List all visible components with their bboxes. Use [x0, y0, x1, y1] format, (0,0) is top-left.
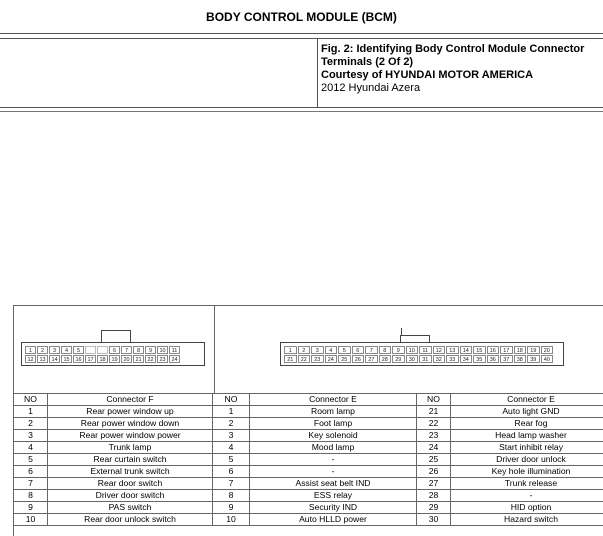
connector-e-function: Auto HLLD power	[250, 514, 417, 526]
header-connector-f: Connector F	[48, 394, 213, 406]
connector-e-pin: 11	[419, 346, 432, 354]
connector-f-pin: 23	[157, 355, 168, 363]
connector-f-pin: 19	[109, 355, 120, 363]
connector-f-diagram	[21, 342, 205, 366]
terminal-table	[13, 393, 603, 526]
table-row	[14, 490, 603, 502]
connector-e-pin: 32	[433, 355, 446, 363]
connector-f-pin: 3	[49, 346, 60, 354]
connector-e-function-2: Auto light GND	[451, 406, 603, 418]
table-row	[14, 502, 603, 514]
connector-f-row2	[25, 355, 181, 363]
connector-e-function-2: Trunk release	[451, 478, 603, 490]
terminal-no-e1: 5	[213, 454, 250, 466]
terminal-no-e2: 21	[417, 406, 451, 418]
terminal-no-e2: 28	[417, 490, 451, 502]
connector-f-pin: 2	[37, 346, 48, 354]
connector-e-pin: 37	[500, 355, 513, 363]
header-no-f: NO	[14, 394, 48, 406]
connector-e-pin: 4	[325, 346, 338, 354]
caption-courtesy: Courtesy of HYUNDAI MOTOR AMERICA	[321, 69, 603, 82]
connector-e-pin: 13	[446, 346, 459, 354]
connector-f-pin: 13	[37, 355, 48, 363]
terminal-no-e2: 26	[417, 466, 451, 478]
connector-e-pin: 9	[392, 346, 405, 354]
connector-f-pin: 1	[25, 346, 36, 354]
terminal-no-e2: 29	[417, 502, 451, 514]
connector-f-pin: 12	[25, 355, 36, 363]
terminal-no-e1: 10	[213, 514, 250, 526]
table-row	[14, 466, 603, 478]
caption-title-line2: Terminals (2 Of 2)	[321, 56, 603, 69]
connector-f-pin: 7	[121, 346, 132, 354]
connector-e-function-2: -	[451, 490, 603, 502]
terminal-no-e2: 24	[417, 442, 451, 454]
connector-f-pin: 9	[145, 346, 156, 354]
connector-f-function: Trunk lamp	[48, 442, 213, 454]
connector-f-row1	[25, 346, 181, 354]
terminal-no-e1: 3	[213, 430, 250, 442]
connector-e-key	[400, 335, 430, 343]
connector-e-function-2: Rear fog	[451, 418, 603, 430]
connector-f-pin: 6	[109, 346, 120, 354]
terminal-table-body	[14, 406, 603, 526]
connector-e-pin: 1	[284, 346, 297, 354]
connector-e-pin: 2	[298, 346, 311, 354]
connector-f-key	[101, 330, 131, 343]
connector-e-function: Mood lamp	[250, 442, 417, 454]
connector-e-pin: 22	[298, 355, 311, 363]
terminal-no-f: 9	[14, 502, 48, 514]
connector-e-pin: 34	[460, 355, 473, 363]
connector-f-pin: 22	[145, 355, 156, 363]
connector-e-function-2: Start inhibit relay	[451, 442, 603, 454]
connector-e-function-2: HID option	[451, 502, 603, 514]
connector-e-function: Key solenoid	[250, 430, 417, 442]
connector-f-function: Rear power window power	[48, 430, 213, 442]
connector-e-pin: 12	[433, 346, 446, 354]
connector-f-pin: 18	[97, 355, 108, 363]
connector-f-pin: 21	[133, 355, 144, 363]
connector-e-function: Foot lamp	[250, 418, 417, 430]
connector-f-pin: 10	[157, 346, 168, 354]
connector-e-pin: 19	[527, 346, 540, 354]
table-row	[14, 454, 603, 466]
terminal-no-f: 5	[14, 454, 48, 466]
terminal-no-f: 3	[14, 430, 48, 442]
caption-vehicle: 2012 Hyundai Azera	[321, 82, 603, 95]
table-row	[14, 514, 603, 526]
connector-f-function: Rear power window down	[48, 418, 213, 430]
caption-divider	[317, 39, 318, 107]
figure-caption-box	[0, 38, 603, 108]
connector-e-function-2: Key hole illumination	[451, 466, 603, 478]
connector-e-pin: 10	[406, 346, 419, 354]
table-row	[14, 478, 603, 490]
connector-e-pin: 28	[379, 355, 392, 363]
terminal-no-e1: 7	[213, 478, 250, 490]
connector-e-function: -	[250, 454, 417, 466]
connector-e-pin: 36	[487, 355, 500, 363]
connector-e-function-2: Hazard switch	[451, 514, 603, 526]
header-no-e1: NO	[213, 394, 250, 406]
connector-e-pin: 6	[352, 346, 365, 354]
connector-e-row2	[284, 355, 554, 363]
connector-e-pin: 15	[473, 346, 486, 354]
connector-e-pin: 35	[473, 355, 486, 363]
terminal-no-e1: 8	[213, 490, 250, 502]
connector-f-pin: 14	[49, 355, 60, 363]
connector-e-pin: 21	[284, 355, 297, 363]
terminal-table-header	[14, 394, 603, 406]
page-header-title: BODY CONTROL MODULE (BCM)	[0, 0, 603, 34]
connector-f-function: Driver door switch	[48, 490, 213, 502]
connector-e-pin: 20	[541, 346, 554, 354]
header-connector-e1: Connector E	[250, 394, 417, 406]
header-connector-e2: Connector E	[451, 394, 603, 406]
connector-e-pin: 27	[365, 355, 378, 363]
terminal-no-e2: 30	[417, 514, 451, 526]
section-divider	[0, 111, 603, 112]
connector-f-pin: 4	[61, 346, 72, 354]
caption-title-line1: Fig. 2: Identifying Body Control Module Connector	[321, 43, 603, 56]
connector-e-pin: 24	[325, 355, 338, 363]
connector-e-pin: 40	[541, 355, 554, 363]
connector-e-function: Room lamp	[250, 406, 417, 418]
connector-f-function: Rear curtain switch	[48, 454, 213, 466]
terminal-no-e2: 23	[417, 430, 451, 442]
connector-f-function: Rear door switch	[48, 478, 213, 490]
connector-f-pin: 17	[85, 355, 96, 363]
connector-f-pin: 5	[73, 346, 84, 354]
connector-e-pin: 25	[338, 355, 351, 363]
terminal-no-e2: 22	[417, 418, 451, 430]
connector-e-function: Assist seat belt IND	[250, 478, 417, 490]
header-no-e2: NO	[417, 394, 451, 406]
terminal-no-e2: 25	[417, 454, 451, 466]
connector-e-diagram	[280, 342, 564, 366]
terminal-no-f: 4	[14, 442, 48, 454]
connector-e-pin: 18	[514, 346, 527, 354]
connector-f-pin	[97, 346, 108, 354]
connector-e-pin: 14	[460, 346, 473, 354]
connector-f-function: Rear door unlock switch	[48, 514, 213, 526]
connector-e-pin: 23	[311, 355, 324, 363]
connector-e-pin: 30	[406, 355, 419, 363]
connector-e-function: Security IND	[250, 502, 417, 514]
connector-e-pin: 5	[338, 346, 351, 354]
terminal-no-f: 2	[14, 418, 48, 430]
connector-e-key-post	[401, 328, 402, 335]
connector-f-pin: 20	[121, 355, 132, 363]
connector-f-function: Rear power window up	[48, 406, 213, 418]
figure-column-divider	[214, 305, 215, 393]
connector-f-function: External trunk switch	[48, 466, 213, 478]
connector-e-pin: 7	[365, 346, 378, 354]
terminal-no-f: 7	[14, 478, 48, 490]
table-row	[14, 442, 603, 454]
connector-f-pin	[85, 346, 96, 354]
connector-figure	[13, 305, 603, 535]
connector-f-pin: 15	[61, 355, 72, 363]
terminal-no-e1: 6	[213, 466, 250, 478]
connector-f-pin: 24	[169, 355, 180, 363]
connector-e-pin: 8	[379, 346, 392, 354]
figure-caption	[321, 43, 603, 95]
connector-e-function-2: Driver door unlock	[451, 454, 603, 466]
terminal-no-e1: 9	[213, 502, 250, 514]
connector-f-pin: 16	[73, 355, 84, 363]
connector-e-function: ESS relay	[250, 490, 417, 502]
table-row	[14, 430, 603, 442]
terminal-no-f: 8	[14, 490, 48, 502]
connector-e-pin: 38	[514, 355, 527, 363]
connector-e-pin: 17	[500, 346, 513, 354]
connector-e-pin: 33	[446, 355, 459, 363]
terminal-no-e1: 2	[213, 418, 250, 430]
connector-e-function-2: Head lamp washer	[451, 430, 603, 442]
connector-f-function: PAS switch	[48, 502, 213, 514]
connector-e-pin: 26	[352, 355, 365, 363]
connector-e-pin: 31	[419, 355, 432, 363]
connector-e-pin: 3	[311, 346, 324, 354]
connector-e-pin: 16	[487, 346, 500, 354]
connector-e-function: -	[250, 466, 417, 478]
terminal-no-f: 1	[14, 406, 48, 418]
connector-e-row1	[284, 346, 554, 354]
connector-e-pin: 39	[527, 355, 540, 363]
table-row	[14, 406, 603, 418]
connector-f-pin: 11	[169, 346, 180, 354]
terminal-no-f: 10	[14, 514, 48, 526]
terminal-no-e2: 27	[417, 478, 451, 490]
terminal-no-e1: 1	[213, 406, 250, 418]
table-row	[14, 418, 603, 430]
terminal-no-f: 6	[14, 466, 48, 478]
connector-f-pin: 8	[133, 346, 144, 354]
connector-e-pin: 29	[392, 355, 405, 363]
terminal-no-e1: 4	[213, 442, 250, 454]
